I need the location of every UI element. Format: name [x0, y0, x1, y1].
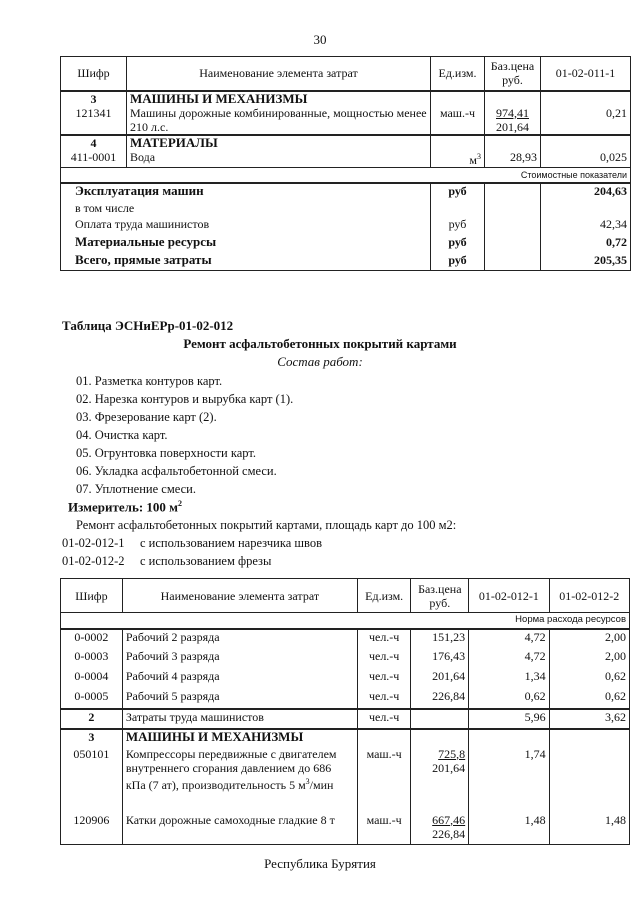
section-title: МАТЕРИАЛЫ: [127, 135, 431, 150]
summary-row: Материальные ресурсы руб 0,72: [61, 235, 631, 253]
resource-table-2: [60, 578, 630, 845]
header-price: Баз.цена руб.: [485, 57, 541, 91]
table-title: Таблица ЭСНиЕРр-01-02-012: [62, 318, 234, 333]
section-title: МАШИНЫ И МЕХАНИЗМЫ: [127, 91, 431, 106]
page-number: 30: [313, 32, 327, 47]
header-norm2: 01-02-012-2: [549, 579, 629, 613]
price-top: 974,41: [496, 105, 529, 120]
row-unit-sup: 3: [477, 151, 481, 161]
header-code: Шифр: [61, 579, 123, 613]
row-unit: м: [469, 152, 477, 167]
table-row: 120906 Катки дорожные самоходные гладкие 8 т маш.-ч 667,46 226,84 1,48 1,48: [61, 811, 630, 845]
variant-code: 01-02-012-2: [62, 554, 125, 568]
row-name: Машины дорожные комбинированные, мощностью менее 210 л.с.: [127, 106, 431, 135]
meter-label: Измеритель: 100 $м^2$: [68, 499, 183, 515]
section-heading: Ремонт асфальтобетонных покрытий картами: [183, 336, 457, 351]
work-item: 01. Разметка контуров карт.: [76, 374, 223, 388]
page-footer: Республика Бурятия: [264, 856, 376, 871]
variant-code: 01-02-012-1: [62, 536, 125, 550]
summary-row: Эксплуатация машин руб 204,63: [61, 183, 631, 201]
header-name: Наименование элемента затрат: [127, 57, 431, 91]
row-name: Вода: [127, 150, 431, 168]
variant-text: с использованием нарезчика швов: [140, 536, 322, 550]
composition-title: Состав работ:: [277, 354, 363, 369]
norm-header: Норма расхода ресурсов: [61, 613, 630, 629]
table-row: 0-0003 Рабочий 3 разряда чел.-ч 176,43 4,72 2,00: [61, 649, 630, 669]
table-row: [61, 150, 631, 168]
section-number: 4: [61, 135, 127, 150]
summary-row: Всего, прямые затраты руб 205,35: [61, 253, 631, 271]
work-item: 05. Огрунтовка поверхности карт.: [76, 446, 256, 460]
table-row: 0-0004 Рабочий 4 разряда чел.-ч 201,64 1,34 0,62: [61, 669, 630, 689]
header-code: Шифр: [61, 57, 127, 91]
price-bottom: 201,64: [496, 119, 529, 134]
resource-table-1: [60, 56, 631, 271]
row-unit: маш.-ч: [431, 106, 485, 135]
header-unit: Ед.изм.: [431, 57, 485, 91]
header-norm: 01-02-011-1: [541, 57, 631, 91]
variant-text: с использованием фрезы: [140, 554, 272, 568]
header-norm1: 01-02-012-1: [469, 579, 549, 613]
section-title: МАШИНЫ И МЕХАНИЗМЫ: [122, 729, 357, 747]
table-row: 0-0002 Рабочий 2 разряда чел.-ч 151,23 4,72 2,00: [61, 629, 630, 649]
table-row: 050101 Компрессоры передвижные с двигателем внутреннего сгорания давлением до 686 кПа (7 ат), производительность 5 $м^3$/мин маш.-ч 725,8 201,64 1,74: [61, 747, 630, 811]
header-name: Наименование элемента затрат: [122, 579, 357, 613]
table-row: 0-0005 Рабочий 5 разряда чел.-ч 226,84 0,62 0,62: [61, 689, 630, 709]
work-item: 06. Укладка асфальтобетонной смеси.: [76, 464, 277, 478]
header-unit: Ед.изм.: [357, 579, 411, 613]
header-price: Баз.цена руб.: [411, 579, 469, 613]
section-number: 3: [61, 729, 123, 747]
row-value: 0,025: [541, 150, 631, 168]
section-number: 3: [61, 91, 127, 106]
row-code: 121341: [61, 106, 127, 135]
cost-header: Стоимостные показатели: [61, 167, 631, 183]
table-row: 2 Затраты труда машинистов чел.-ч 5,96 3,62: [61, 709, 630, 729]
work-item: 04. Очистка карт.: [76, 428, 168, 442]
table-row: [61, 106, 631, 135]
row-price: 28,93: [485, 150, 541, 168]
row-code: 411-0001: [61, 150, 127, 168]
row-value: 0,21: [541, 106, 631, 135]
summary-row: в том числе: [61, 201, 631, 217]
summary-row: Оплата труда машинистов руб 42,34: [61, 217, 631, 235]
work-item: 07. Уплотнение смеси.: [76, 482, 196, 496]
work-item: 03. Фрезерование карт (2).: [76, 410, 217, 424]
description: Ремонт асфальтобетонных покрытий картами, площадь карт до 100 м2:: [76, 518, 457, 532]
work-item: 02. Нарезка контуров и вырубка карт (1).: [76, 392, 294, 406]
